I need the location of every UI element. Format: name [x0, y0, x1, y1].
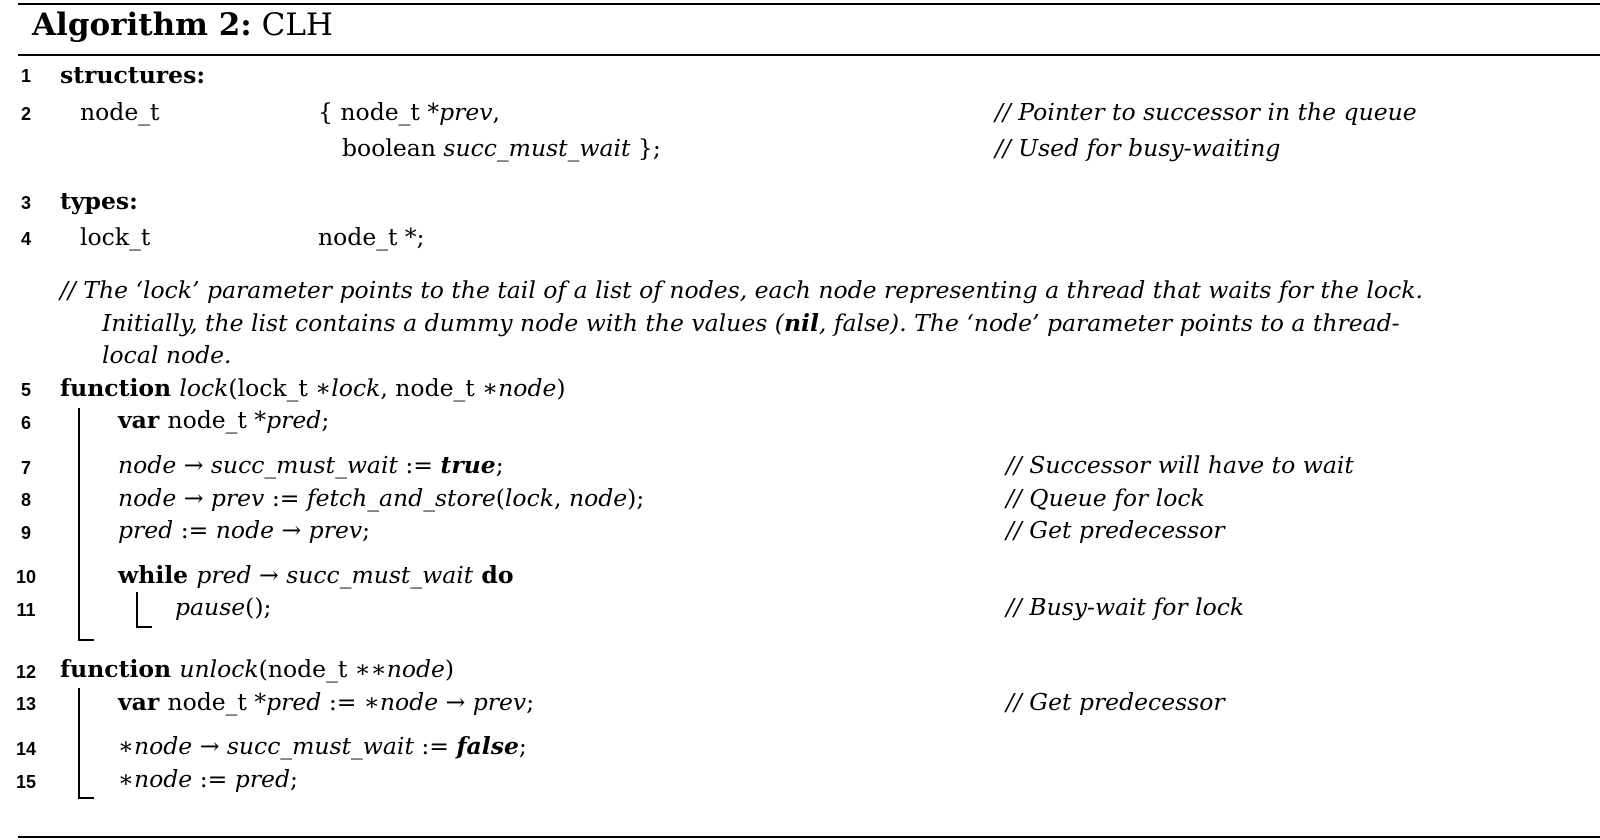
block-end-tick	[136, 626, 152, 628]
block-end-tick	[78, 639, 94, 641]
comment: // Successor will have to wait	[1006, 451, 1354, 479]
keyword: function	[60, 655, 180, 683]
code-text: );	[627, 484, 645, 512]
line-number: 2	[20, 104, 31, 124]
comment-text: Initially, the list contains a dummy node with the values (	[102, 309, 784, 337]
code-text: node_t *	[167, 406, 267, 434]
var-name: node	[118, 484, 177, 512]
var-name: pred	[234, 765, 291, 793]
type-name: lock_t	[80, 223, 151, 251]
var-name: pred	[266, 688, 322, 716]
line-number: 13	[15, 694, 37, 714]
var-name: node	[133, 732, 193, 760]
var-name: node	[379, 688, 439, 716]
function-name: fetch_and_store	[306, 484, 496, 512]
types-keyword	[60, 187, 138, 215]
code-text: →	[192, 732, 227, 760]
keyword: types:	[60, 187, 138, 215]
var-decl	[118, 406, 329, 434]
var-name: pred	[266, 406, 322, 434]
statement	[175, 593, 271, 621]
line-number: 12	[15, 662, 37, 682]
field-name: succ_must_wait	[226, 732, 414, 760]
line-number: 4	[20, 229, 31, 249]
comment-text: false	[833, 309, 891, 337]
field-name: prev	[308, 516, 363, 544]
keyword: var	[118, 688, 168, 716]
code-text: ∗	[118, 732, 134, 760]
code-text: :=	[397, 451, 441, 479]
code-text: ∗	[118, 765, 134, 793]
code-text: := ∗	[321, 688, 380, 716]
param-name: node	[386, 655, 445, 683]
param-name: lock	[331, 374, 381, 402]
line-number: 3	[20, 193, 31, 213]
block-bar	[78, 408, 80, 640]
code-text: →	[438, 688, 473, 716]
comment: // The ‘lock’ parameter points to the tail of a list of nodes, each node representing a thread that waits for the lock.	[60, 276, 1423, 304]
top-rule	[18, 3, 1600, 5]
code-text: (node_t ∗∗	[258, 655, 387, 683]
line-number: 10	[15, 567, 37, 587]
code-text: )	[556, 374, 566, 402]
code-text: :=	[192, 765, 235, 793]
comment-text: nil	[783, 309, 819, 337]
line-number: 6	[20, 413, 31, 433]
line-number: 11	[16, 600, 36, 620]
var-name: pred	[196, 561, 252, 589]
statement	[118, 765, 298, 793]
algorithm-label: Algorithm 2:	[32, 7, 252, 43]
block-end-tick	[78, 797, 94, 799]
comment: // Get predecessor	[1006, 516, 1225, 544]
code-text: :=	[173, 516, 216, 544]
code-text: →	[176, 484, 211, 512]
keyword: var	[118, 406, 168, 434]
comment: // Busy-wait for lock	[1006, 593, 1245, 621]
code-text: →	[176, 451, 211, 479]
comment: // Get predecessor	[1006, 688, 1225, 716]
function-name: unlock	[179, 655, 259, 683]
field-name: succ_must_wait	[286, 561, 474, 589]
comment	[102, 309, 1400, 337]
comment: // Queue for lock	[1006, 484, 1205, 512]
var-name: node	[133, 765, 193, 793]
field-name: succ_must_wait	[210, 451, 398, 479]
code-text: , node_t ∗	[380, 374, 499, 402]
keyword: function	[60, 374, 180, 402]
var-name: node	[568, 484, 628, 512]
code-text: ();	[245, 593, 272, 621]
code-text: ;	[526, 688, 535, 716]
var-decl	[118, 688, 534, 716]
literal: true	[440, 451, 496, 479]
var-name: lock	[504, 484, 554, 512]
line-number: 15	[15, 772, 37, 792]
comment-text: ,	[818, 309, 834, 337]
function-name: lock	[179, 374, 229, 402]
structures-keyword	[60, 61, 205, 89]
header-rule	[18, 54, 1600, 56]
field-name: succ_must_wait	[443, 134, 631, 162]
keyword: do	[473, 561, 514, 589]
field-name: prev	[439, 98, 493, 126]
function-lock-signature	[60, 374, 566, 402]
code-text: ;	[518, 732, 527, 760]
code-text: ;	[362, 516, 371, 544]
while-statement	[118, 561, 514, 589]
function-unlock-signature	[60, 655, 454, 683]
var-name: node	[118, 451, 177, 479]
keyword: while	[118, 561, 197, 589]
code-text: ;	[321, 406, 330, 434]
code-text: (lock_t ∗	[228, 374, 332, 402]
line-number: 9	[20, 523, 31, 543]
statement	[118, 516, 370, 544]
comment: // Used for busy-waiting	[995, 134, 1281, 162]
comment: // Pointer to successor in the queue	[995, 98, 1417, 126]
code-text: ;	[290, 765, 298, 793]
code-text: };	[630, 134, 661, 162]
algorithm-title	[32, 7, 333, 43]
code-text: )	[444, 655, 455, 683]
line-number: 7	[20, 458, 31, 478]
statement	[118, 451, 504, 479]
keyword: structures:	[60, 61, 206, 89]
line-number: 14	[15, 739, 37, 759]
code-text: ,	[553, 484, 569, 512]
struct-field-succ	[342, 134, 661, 162]
comment-text: ). The ‘node’ parameter points to a thread-	[890, 309, 1400, 337]
code-text: node_t *	[167, 688, 267, 716]
comment: local node.	[102, 341, 232, 369]
struct-field-prev	[318, 98, 500, 126]
code-text: ,	[492, 98, 501, 126]
code-text: →	[274, 516, 309, 544]
field-name: prev	[210, 484, 265, 512]
code-text: { node_t *	[318, 98, 440, 126]
field-name: prev	[472, 688, 527, 716]
var-name: pred	[118, 516, 174, 544]
literal: false	[456, 732, 519, 760]
statement	[118, 484, 644, 512]
var-name: node	[215, 516, 275, 544]
struct-name: node_t	[80, 98, 160, 126]
code-text: :=	[413, 732, 457, 760]
code-text: boolean	[342, 134, 444, 162]
line-number: 1	[20, 66, 31, 86]
code-text: ;	[495, 451, 504, 479]
line-number: 8	[20, 490, 31, 510]
line-number: 5	[20, 380, 31, 400]
function-name: pause	[175, 593, 246, 621]
code-text: (	[495, 484, 505, 512]
block-bar	[136, 592, 138, 627]
type-definition: node_t *;	[318, 223, 425, 251]
algorithm-name: CLH	[261, 7, 333, 43]
bottom-rule	[18, 836, 1600, 838]
block-bar	[78, 688, 80, 798]
param-name: node	[498, 374, 557, 402]
code-text: :=	[264, 484, 307, 512]
statement	[118, 732, 527, 760]
code-text: →	[251, 561, 287, 589]
